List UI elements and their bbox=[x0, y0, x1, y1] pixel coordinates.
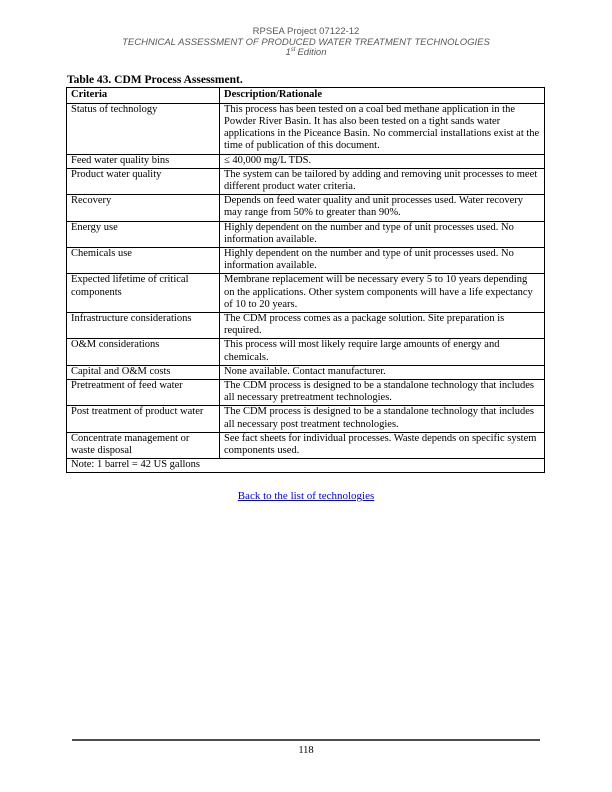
table-row bbox=[67, 406, 545, 432]
header-edition-line bbox=[0, 48, 612, 59]
table-row bbox=[67, 312, 545, 338]
column-header-description: Description/Rationale bbox=[220, 87, 545, 103]
edition-number: 1 bbox=[285, 47, 291, 58]
note-row bbox=[67, 459, 545, 473]
criteria-cell: Chemicals use bbox=[67, 247, 220, 273]
edition-ordinal-suffix: st bbox=[290, 46, 296, 53]
table-row bbox=[67, 432, 545, 458]
description-cell: Depends on feed water quality and unit processes used. Water recovery may range from 50% to greater than 90%. bbox=[220, 195, 545, 221]
header-project-line: RPSEA Project 07122-12 bbox=[252, 26, 360, 37]
table-row bbox=[67, 365, 545, 379]
criteria-cell: Energy use bbox=[67, 221, 220, 247]
description-cell: None available. Contact manufacturer. bbox=[220, 365, 545, 379]
description-cell: See fact sheets for individual processes. Waste depends on specific system components used. bbox=[220, 432, 545, 458]
criteria-cell: Capital and O&M costs bbox=[67, 365, 220, 379]
table-row bbox=[67, 339, 545, 365]
note-cell: Note: 1 barrel = 42 US gallons bbox=[67, 459, 545, 473]
description-cell: The CDM process comes as a package solution. Site preparation is required. bbox=[220, 312, 545, 338]
description-cell: Highly dependent on the number and type of unit processes used. No information available. bbox=[220, 221, 545, 247]
criteria-cell: Status of technology bbox=[67, 103, 220, 154]
table-header-row bbox=[67, 87, 545, 103]
criteria-cell: O&M considerations bbox=[67, 339, 220, 365]
footer-rule bbox=[72, 739, 540, 741]
column-header-criteria: Criteria bbox=[67, 87, 220, 103]
page-number: 118 bbox=[298, 745, 314, 756]
table-caption: Table 43. CDM Process Assessment. bbox=[67, 73, 243, 86]
table-row bbox=[67, 195, 545, 221]
criteria-cell: Infrastructure considerations bbox=[67, 312, 220, 338]
table-row bbox=[67, 379, 545, 405]
description-cell: The CDM process is designed to be a standalone technology that includes all necessary pretreatment technologies. bbox=[220, 379, 545, 405]
description-cell: Membrane replacement will be necessary every 5 to 10 years depending on the applications. Other system components will have a life expectancy of 10 to 20 years. bbox=[220, 274, 545, 313]
criteria-cell: Concentrate management or waste disposal bbox=[67, 432, 220, 458]
description-cell: The system can be tailored by adding and removing unit processes to meet different product water criteria. bbox=[220, 168, 545, 194]
description-cell: This process will most likely require large amounts of energy and chemicals. bbox=[220, 339, 545, 365]
header-title-line: TECHNICAL ASSESSMENT OF PRODUCED WATER TREATMENT TECHNOLOGIES bbox=[122, 36, 490, 48]
edition-word: Edition bbox=[297, 47, 327, 58]
criteria-cell: Recovery bbox=[67, 195, 220, 221]
criteria-cell: Feed water quality bins bbox=[67, 154, 220, 168]
description-cell: Highly dependent on the number and type of unit processes used. No information available. bbox=[220, 247, 545, 273]
table-row bbox=[67, 274, 545, 313]
criteria-cell: Product water quality bbox=[67, 168, 220, 194]
criteria-cell: Pretreatment of feed water bbox=[67, 379, 220, 405]
page-header bbox=[0, 0, 612, 59]
table-row bbox=[67, 221, 545, 247]
back-to-list-link[interactable]: Back to the list of technologies bbox=[237, 490, 375, 503]
criteria-cell: Expected lifetime of critical components bbox=[67, 274, 220, 313]
description-cell: This process has been tested on a coal bed methane application in the Powder River Basin. It has also been tested on a tight sands water applications in the Piceance Basin. No commercial installations exist at the time of publication of this document. bbox=[220, 103, 545, 154]
table-row bbox=[67, 247, 545, 273]
description-cell: ≤ 40,000 mg/L TDS. bbox=[220, 154, 545, 168]
table-row bbox=[67, 168, 545, 194]
back-link-container bbox=[0, 490, 612, 502]
table-row bbox=[67, 154, 545, 168]
assessment-table bbox=[66, 87, 545, 474]
description-cell: The CDM process is designed to be a standalone technology that includes all necessary post treatment technologies. bbox=[220, 406, 545, 432]
table-row bbox=[67, 103, 545, 154]
criteria-cell: Post treatment of product water bbox=[67, 406, 220, 432]
